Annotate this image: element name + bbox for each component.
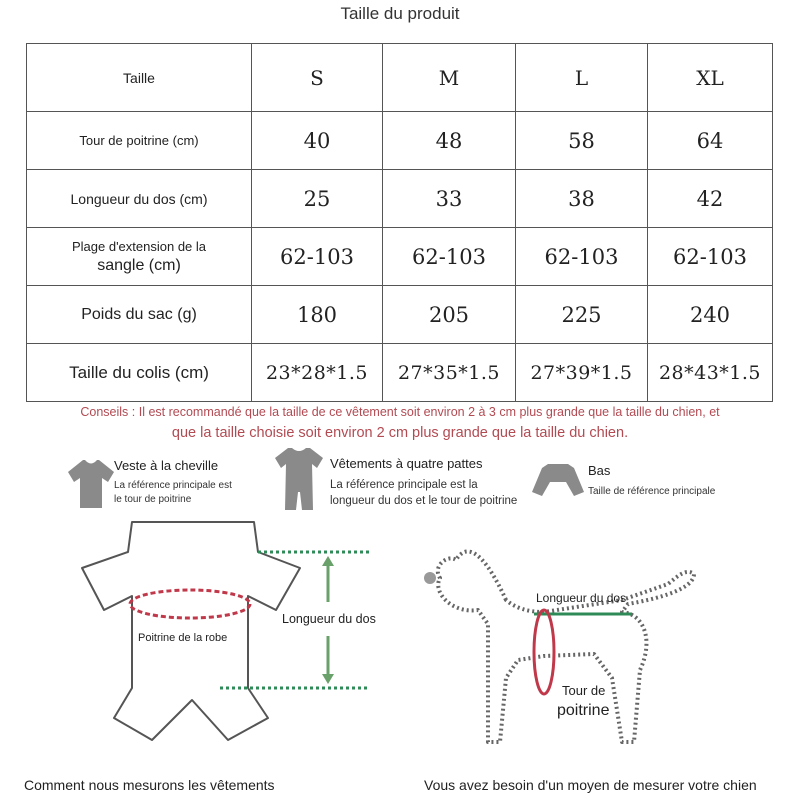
jumpsuit-icon (273, 446, 325, 512)
size-l: L (516, 44, 648, 112)
table-row (27, 112, 773, 170)
page-title: Taille du produit (340, 4, 460, 23)
row-label: Poids du sac (g) (27, 286, 252, 344)
garment-type-title: Veste à la cheville (114, 458, 219, 473)
cell-value: 62-103 (383, 228, 516, 286)
cell-value: 23*28*1.5 (252, 344, 383, 402)
table-row (27, 344, 773, 402)
garment-type-title: Bas (588, 463, 611, 478)
dog-chest-label-line1: Tour de (562, 683, 606, 698)
cell-value: 25 (252, 170, 383, 228)
header-label: Taille (27, 44, 252, 112)
cell-value: 27*35*1.5 (383, 344, 516, 402)
table-row (27, 170, 773, 228)
garment-type-desc-line1: La référence principale est (114, 480, 232, 491)
dog-back-length-label: Longueur du dos (536, 591, 627, 605)
garment-type-desc: Taille de référence principale (588, 486, 716, 497)
garment-type-desc (114, 479, 232, 507)
table-row (27, 228, 773, 286)
row-label (27, 228, 252, 286)
row-label: Longueur du dos (cm) (27, 170, 252, 228)
table-row (27, 286, 773, 344)
size-s: S (252, 44, 383, 112)
row-label-line2: sangle (cm) (97, 256, 181, 274)
garment-caption: Comment nous mesurons les vêtements (24, 777, 275, 793)
back-length-label: Longueur du dos (282, 612, 376, 626)
size-table (26, 43, 773, 402)
dog-diagram (416, 528, 716, 768)
dog-nose (424, 572, 436, 584)
cell-value: 58 (516, 112, 648, 170)
pants-icon (530, 462, 586, 506)
cell-value: 225 (516, 286, 648, 344)
advice-line-1: Conseils : Il est recommandé que la taille de ce vêtement soit environ 2 à 3 cm plus grande que la taille du chien, et (80, 405, 720, 419)
garment-type-desc (330, 477, 517, 509)
chest-label: Poitrine de la robe (138, 632, 228, 644)
dog-chest-label-line2: poitrine (557, 702, 610, 719)
size-m: M (383, 44, 516, 112)
garment-type-desc-line2: longueur du dos et le tour de poitrine (330, 495, 518, 507)
table-row (27, 44, 773, 112)
cell-value: 28*43*1.5 (648, 344, 773, 402)
cell-value: 64 (648, 112, 773, 170)
cell-value: 180 (252, 286, 383, 344)
cell-value: 62-103 (648, 228, 773, 286)
cell-value: 62-103 (252, 228, 383, 286)
cell-value: 33 (383, 170, 516, 228)
cell-value: 40 (252, 112, 383, 170)
cell-value: 240 (648, 286, 773, 344)
row-label-line1: Plage d'extension de la (71, 238, 207, 254)
size-xl: XL (648, 44, 773, 112)
cell-value: 38 (516, 170, 648, 228)
garment-outline (82, 522, 300, 740)
chest-measure-ring (534, 610, 554, 694)
garment-diagram (70, 518, 380, 790)
cell-value: 205 (383, 286, 516, 344)
row-label: Tour de poitrine (cm) (27, 112, 252, 170)
cell-value: 62-103 (516, 228, 648, 286)
cell-value: 27*39*1.5 (516, 344, 648, 402)
garment-type-desc-line2: le tour de poitrine (114, 494, 192, 505)
dog-caption: Vous avez besoin d'un moyen de mesurer votre chien (424, 777, 757, 793)
row-label: Taille du colis (cm) (27, 344, 252, 402)
tshirt-icon (66, 458, 116, 510)
garment-type-desc-line1: La référence principale est la (330, 479, 478, 491)
advice-line-2: que la taille choisie soit environ 2 cm plus grande que la taille du chien. (171, 425, 629, 441)
cell-value: 48 (383, 112, 516, 170)
garment-type-title: Vêtements à quatre pattes (330, 456, 483, 471)
cell-value: 42 (648, 170, 773, 228)
